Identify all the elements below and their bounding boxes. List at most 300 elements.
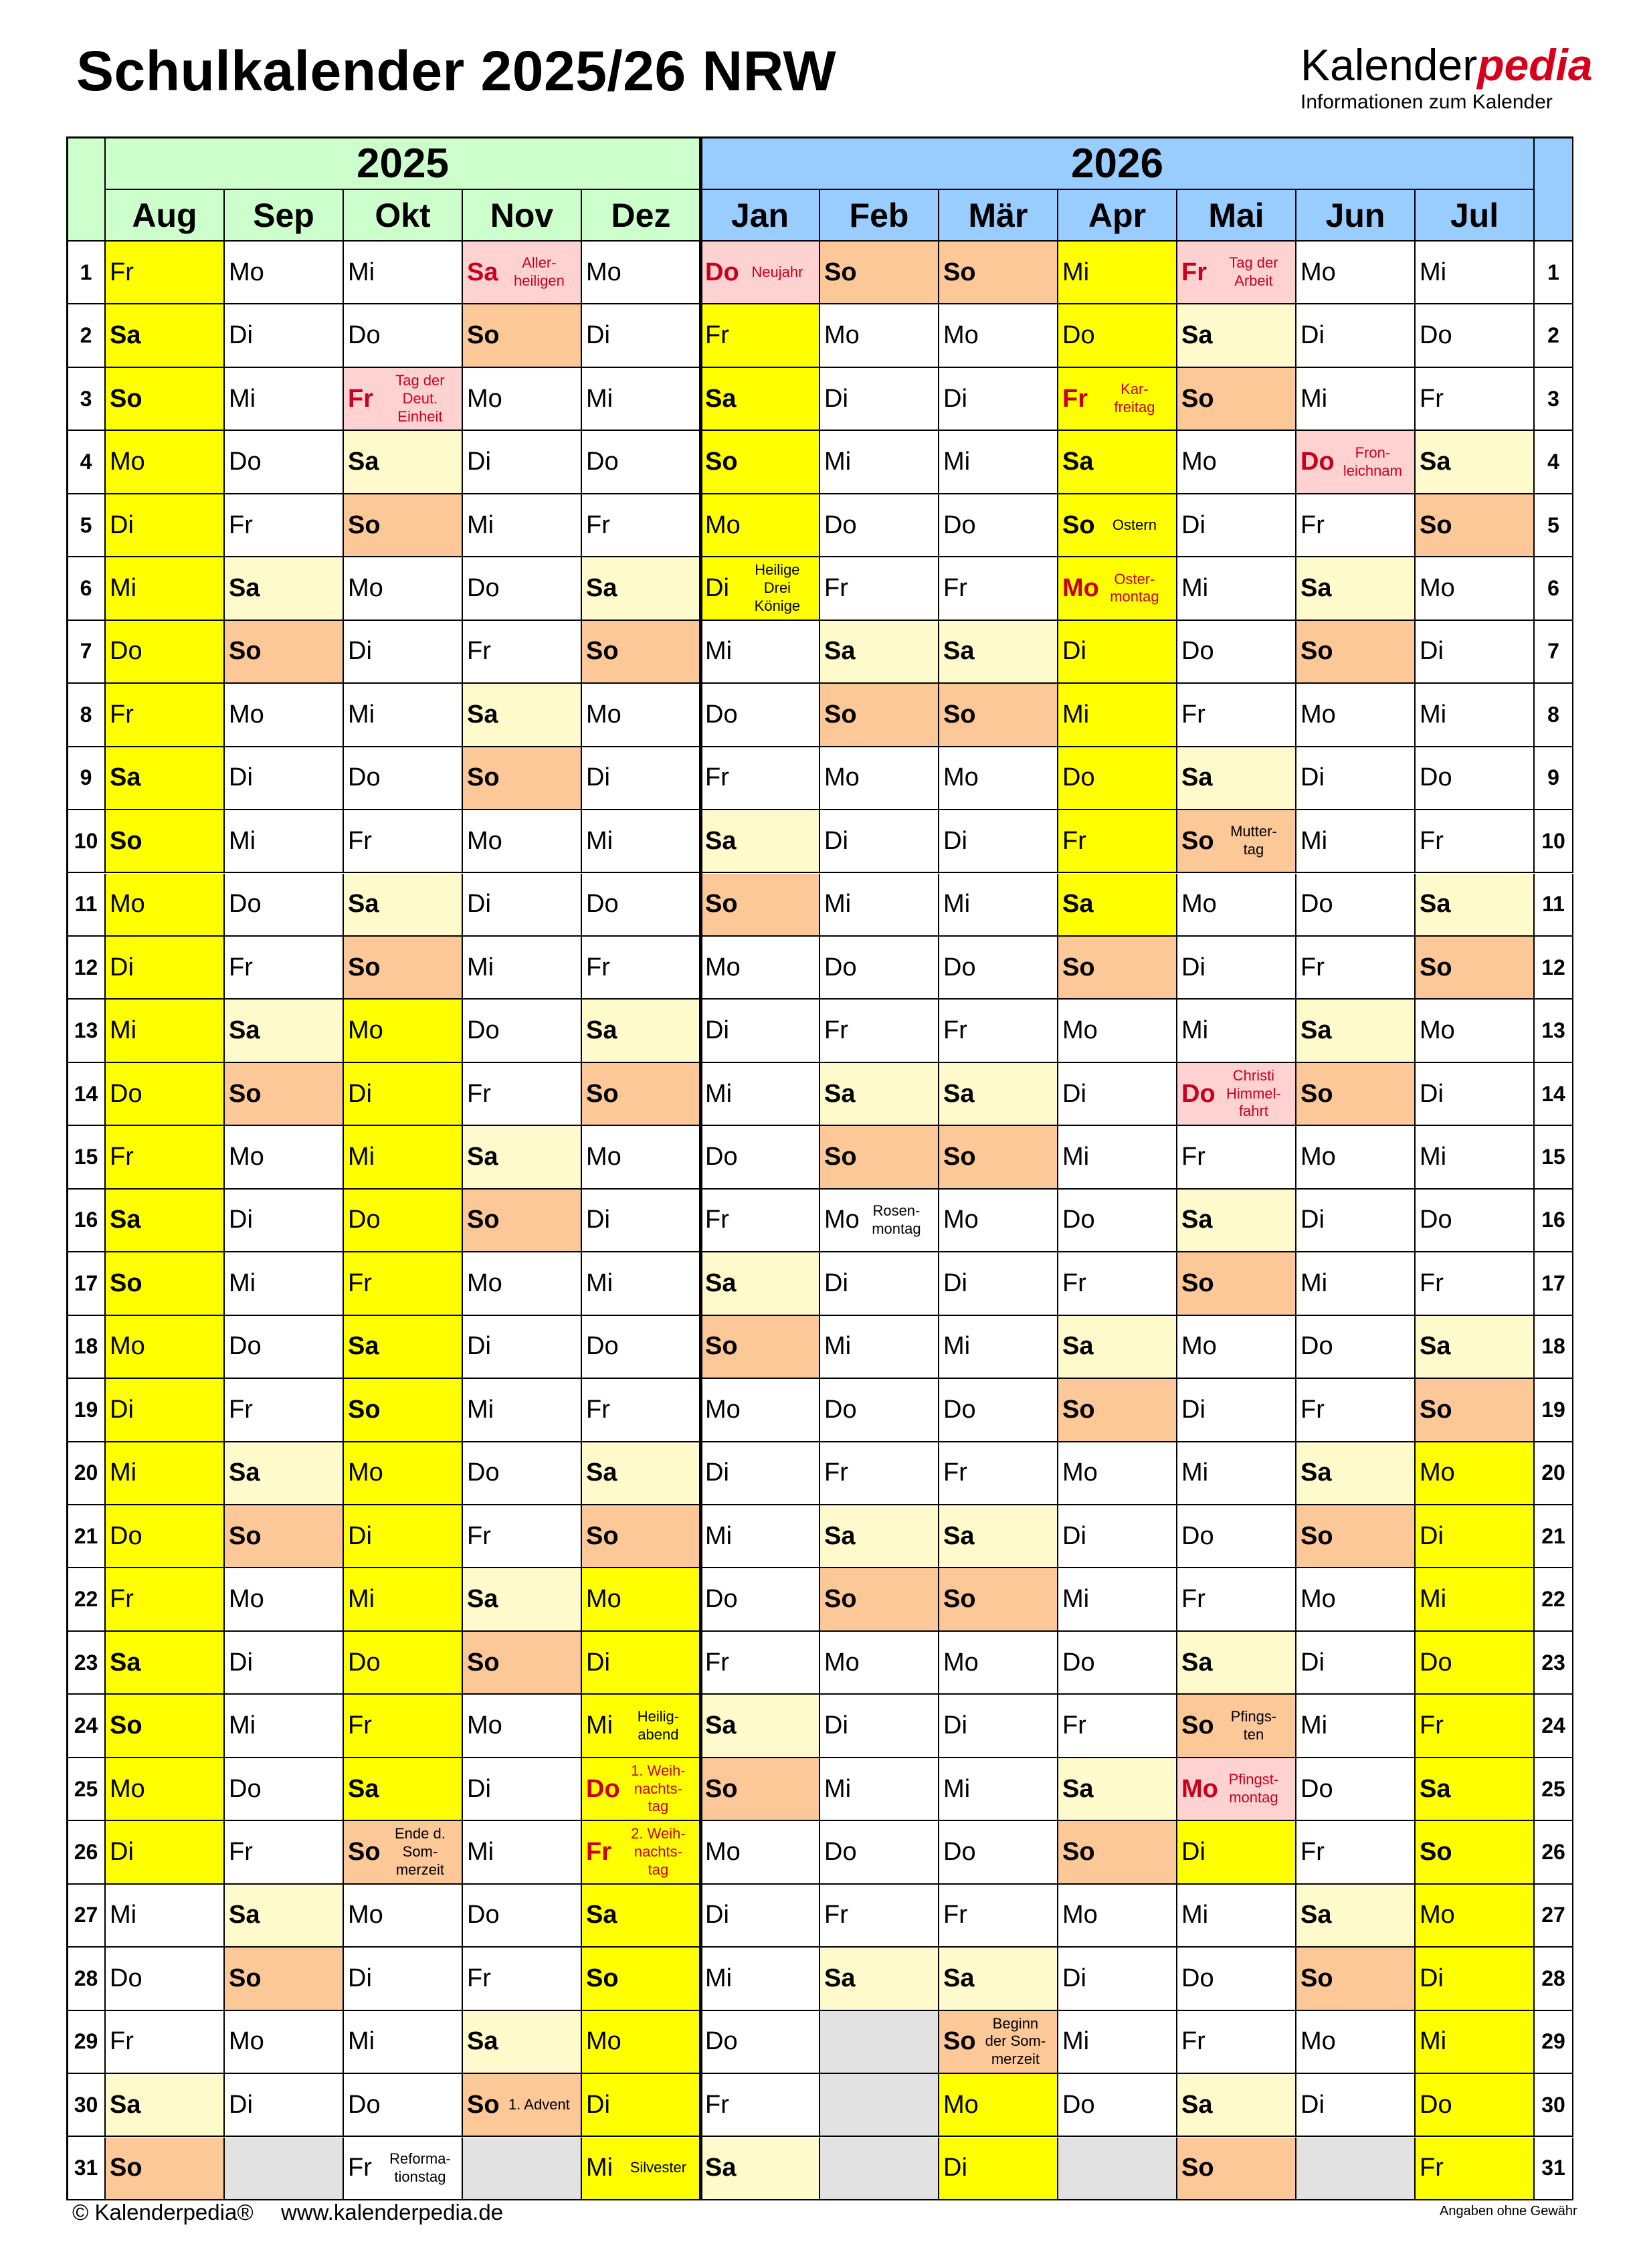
weekday-label: Mo: [1300, 258, 1336, 286]
weekday-label: Di: [467, 890, 491, 919]
day-cell: [1296, 621, 1416, 684]
weekday-label: Do: [705, 2027, 738, 2056]
weekday-label: Mi: [1300, 826, 1328, 855]
weekday-label: Di: [110, 953, 134, 981]
weekday-label: Di: [705, 1458, 729, 1487]
weekday-label: Mi: [1062, 1143, 1090, 1171]
weekday-label: Mi: [348, 700, 375, 729]
day-cell: [106, 1252, 225, 1315]
day-cell: [1177, 1000, 1296, 1062]
day-cell: [225, 874, 344, 937]
weekday-label: Sa: [1420, 890, 1451, 919]
weekday-label: Do: [943, 953, 976, 981]
month-header: Jul: [1416, 190, 1535, 242]
weekday-label: Di: [229, 2090, 253, 2119]
weekday-label: Sa: [229, 1016, 260, 1045]
day-cell: [225, 494, 344, 557]
day-cell: [582, 2138, 701, 2200]
empty-day-cell: [225, 2138, 344, 2200]
weekday-label: Di: [467, 1332, 491, 1361]
day-cell: [1416, 1885, 1535, 1948]
day-cell: [939, 1758, 1058, 1821]
day-cell: [939, 1885, 1058, 1948]
weekday-label: Di: [229, 321, 253, 350]
weekday-label: Mi: [824, 890, 852, 919]
day-cell: [701, 1568, 820, 1631]
day-cell: [344, 1695, 463, 1758]
footer-disclaimer: Angaben ohne Gewähr: [1440, 2204, 1577, 2218]
empty-day-cell: [820, 2011, 939, 2074]
day-cell: [106, 1568, 225, 1631]
weekday-label: Fr: [1420, 826, 1444, 855]
day-cell: [463, 937, 582, 1000]
weekday-label: Sa: [229, 1458, 260, 1487]
weekday-label: Mo: [1062, 1458, 1098, 1487]
day-cell: [1416, 1568, 1535, 1631]
day-cell: [582, 1758, 701, 1821]
day-cell: [463, 1316, 582, 1379]
weekday-label: So: [110, 2154, 142, 2182]
day-cell: [344, 2138, 463, 2200]
weekday-label: Mo: [1420, 1458, 1455, 1487]
weekday-label: Do: [348, 1648, 381, 1677]
weekday-label: So: [705, 1774, 738, 1803]
weekday-label: Fr: [110, 258, 134, 286]
weekday-label: Sa: [1420, 1332, 1451, 1361]
day-cell: [1416, 1695, 1535, 1758]
month-header: Jan: [701, 190, 820, 242]
day-cell: [1296, 1379, 1416, 1442]
weekday-label: Fr: [110, 700, 134, 729]
day-cell: [582, 557, 701, 620]
weekday-label: Do: [229, 1332, 262, 1361]
day-cell: [344, 2011, 463, 2074]
weekday-label: Mi: [1181, 573, 1209, 602]
day-cell: [820, 557, 939, 620]
weekday-label: Do: [824, 953, 857, 981]
weekday-label: Mi: [586, 1268, 613, 1297]
weekday-label: Mi: [824, 448, 852, 476]
day-cell: [1296, 1695, 1416, 1758]
weekday-label: Di: [110, 1837, 134, 1866]
weekday-label: Fr: [1062, 1711, 1086, 1740]
day-number-left: 20: [68, 1442, 106, 1505]
day-cell: [1296, 1758, 1416, 1821]
weekday-label: Di: [1181, 1395, 1205, 1424]
weekday-label: Mo: [229, 1143, 264, 1171]
weekday-label: Do: [705, 258, 739, 286]
day-cell: [701, 1821, 820, 1884]
weekday-label: Mo: [705, 953, 741, 981]
day-cell: [106, 431, 225, 494]
weekday-label: So: [1062, 510, 1095, 539]
weekday-label: So: [586, 1964, 619, 1992]
day-number-left: 9: [68, 747, 106, 810]
day-cell: [582, 810, 701, 873]
day-cell: [1416, 2138, 1535, 2200]
day-cell: [1416, 1316, 1535, 1379]
day-number-left: 6: [68, 557, 106, 620]
weekday-label: Mi: [1181, 1458, 1209, 1487]
weekday-label: Fr: [467, 1521, 491, 1550]
day-number-right: 10: [1535, 810, 1573, 873]
day-cell: [225, 1505, 344, 1568]
day-cell: [1416, 1190, 1535, 1252]
day-cell: [225, 1442, 344, 1505]
day-cell: [582, 1316, 701, 1379]
day-cell: [1177, 1316, 1296, 1379]
weekday-label: Sa: [705, 1268, 737, 1297]
day-cell: [106, 1190, 225, 1252]
day-cell: [1296, 368, 1416, 431]
day-cell: [582, 2074, 701, 2137]
day-cell: [1296, 1316, 1416, 1379]
day-cell: [939, 2074, 1058, 2137]
day-number-left: 14: [68, 1063, 106, 1126]
day-cell: [225, 1758, 344, 1821]
weekday-label: Fr: [943, 1016, 967, 1045]
weekday-label: Mo: [705, 1837, 741, 1866]
day-cell: [1058, 810, 1177, 873]
day-cell: [1177, 747, 1296, 810]
day-cell: [106, 1063, 225, 1126]
weekday-label: Mo: [1300, 1585, 1336, 1614]
weekday-label: Fr: [1181, 1585, 1205, 1614]
weekday-label: Fr: [467, 637, 491, 666]
month-header: Okt: [344, 190, 463, 242]
weekday-label: Do: [348, 763, 381, 792]
day-cell: [1296, 747, 1416, 810]
month-header: Sep: [225, 190, 344, 242]
year-header-2025: 2025: [106, 138, 701, 190]
weekday-label: Mo: [824, 321, 860, 350]
weekday-label: Mo: [705, 1395, 741, 1424]
weekday-label: Sa: [110, 1648, 141, 1677]
day-cell: [939, 1379, 1058, 1442]
day-number-left: 17: [68, 1252, 106, 1315]
day-cell: [106, 2011, 225, 2074]
weekday-label: Fr: [824, 1458, 848, 1487]
day-cell: [701, 1442, 820, 1505]
weekday-label: Do: [229, 448, 262, 476]
weekday-label: So: [943, 1143, 976, 1171]
day-cell: [106, 684, 225, 747]
weekday-label: Fr: [705, 2090, 729, 2119]
day-number-left: 31: [68, 2138, 106, 2200]
day-cell: [225, 368, 344, 431]
weekday-label: Fr: [943, 573, 967, 602]
day-cell: [939, 621, 1058, 684]
day-cell: [1177, 557, 1296, 620]
day-number-right: 8: [1535, 684, 1573, 747]
weekday-label: Mo: [467, 1711, 502, 1740]
weekday-label: Sa: [1181, 1206, 1213, 1234]
weekday-label: Di: [1062, 1964, 1086, 1992]
day-cell: [582, 1885, 701, 1948]
weekday-label: Di: [1420, 1521, 1444, 1550]
day-cell: [701, 1126, 820, 1189]
weekday-label: Di: [586, 321, 610, 350]
day-cell: [1177, 1948, 1296, 2010]
day-cell: [463, 1126, 582, 1189]
day-number-left: 5: [68, 494, 106, 557]
day-number-right: 6: [1535, 557, 1573, 620]
weekday-label: So: [1181, 384, 1214, 413]
weekday-label: Mo: [348, 1016, 383, 1045]
day-cell: [582, 1568, 701, 1631]
day-cell: [582, 1252, 701, 1315]
weekday-label: So: [1181, 2154, 1214, 2182]
day-cell: [225, 684, 344, 747]
weekday-label: Sa: [824, 637, 856, 666]
day-number-right: 12: [1535, 937, 1573, 1000]
month-header: Mär: [939, 190, 1058, 242]
page-title: Schulkalender 2025/26 NRW: [76, 39, 837, 102]
day-number-right: 16: [1535, 1190, 1573, 1252]
day-cell: [1416, 2074, 1535, 2137]
weekday-label: Do: [1062, 1648, 1095, 1677]
weekday-label: Mi: [586, 2154, 613, 2182]
day-number-left: 16: [68, 1190, 106, 1252]
weekday-label: Di: [1300, 321, 1325, 350]
weekday-label: Di: [705, 1016, 729, 1045]
weekday-label: Sa: [1181, 2090, 1213, 2119]
day-cell: [1177, 1632, 1296, 1695]
day-cell: [1416, 1442, 1535, 1505]
weekday-label: Do: [348, 1206, 381, 1234]
weekday-label: Sa: [348, 1774, 379, 1803]
empty-day-cell: [820, 2074, 939, 2137]
weekday-label: Mi: [348, 258, 375, 286]
day-cell: [1296, 1568, 1416, 1631]
weekday-label: Fr: [348, 384, 373, 413]
weekday-label: Sa: [467, 2027, 498, 2056]
day-cell: [939, 368, 1058, 431]
weekday-label: Mo: [824, 1648, 860, 1677]
day-cell: [701, 1948, 820, 2010]
day-cell: [820, 1000, 939, 1062]
day-number-left: 11: [68, 874, 106, 937]
weekday-label: Di: [705, 1901, 729, 1929]
day-number-left: 30: [68, 2074, 106, 2137]
weekday-label: So: [586, 637, 619, 666]
day-cell: [701, 1190, 820, 1252]
day-cell: [939, 1063, 1058, 1126]
day-number-left: 28: [68, 1948, 106, 2010]
weekday-label: Do: [824, 1395, 857, 1424]
weekday-label: So: [348, 1395, 381, 1424]
weekday-label: Mi: [586, 826, 613, 855]
weekday-label: Fr: [348, 826, 372, 855]
weekday-label: Fr: [229, 1837, 253, 1866]
weekday-label: Mi: [586, 1711, 613, 1740]
brand-name-bold: pedia: [1477, 40, 1593, 90]
weekday-label: Fr: [229, 1395, 253, 1424]
day-cell: [1058, 1885, 1177, 1948]
weekday-label: Mi: [348, 1585, 375, 1614]
day-cell: [225, 1885, 344, 1948]
month-header: Nov: [463, 190, 582, 242]
day-number-right: 5: [1535, 494, 1573, 557]
weekday-label: Sa: [1062, 448, 1094, 476]
day-note: Neujahr: [751, 263, 803, 280]
weekday-label: Fr: [824, 1901, 848, 1929]
day-cell: [463, 684, 582, 747]
weekday-label: Do: [586, 890, 619, 919]
day-cell: [344, 1885, 463, 1948]
table-border-left: [66, 136, 68, 2200]
day-cell: [463, 810, 582, 873]
weekday-label: So: [705, 890, 738, 919]
day-number-left: 26: [68, 1821, 106, 1884]
weekday-label: Fr: [1181, 2027, 1205, 2056]
day-cell: [1177, 2011, 1296, 2074]
weekday-label: So: [110, 1268, 142, 1297]
weekday-label: Fr: [348, 1711, 372, 1740]
day-cell: [582, 304, 701, 367]
weekday-label: Mo: [943, 763, 979, 792]
day-cell: [701, 621, 820, 684]
weekday-label: Sa: [1062, 1332, 1094, 1361]
weekday-label: Mo: [1181, 1774, 1218, 1803]
weekday-label: Mo: [348, 1901, 383, 1929]
weekday-label: Sa: [229, 573, 260, 602]
weekday-label: Sa: [1062, 1774, 1094, 1803]
day-cell: [1296, 937, 1416, 1000]
day-note: Oster- montag: [1110, 570, 1159, 605]
weekday-label: Sa: [824, 1964, 856, 1992]
weekday-label: Di: [348, 1079, 372, 1108]
day-cell: [1416, 2011, 1535, 2074]
day-cell: [820, 621, 939, 684]
weekday-label: Sa: [348, 1332, 379, 1361]
weekday-label: Mi: [1420, 1585, 1447, 1614]
day-number-right: 24: [1535, 1695, 1573, 1758]
weekday-label: Fr: [824, 573, 848, 602]
month-header: Dez: [582, 190, 701, 242]
weekday-label: Mo: [229, 700, 264, 729]
weekday-label: Sa: [1300, 1016, 1332, 1045]
weekday-label: Do: [110, 1521, 142, 1550]
day-cell: [1416, 1126, 1535, 1189]
weekday-label: So: [824, 1585, 857, 1614]
day-cell: [1416, 431, 1535, 494]
weekday-label: Sa: [110, 1206, 141, 1234]
weekday-label: Mi: [705, 1079, 733, 1108]
day-cell: [939, 1442, 1058, 1505]
weekday-label: Sa: [943, 1079, 975, 1108]
day-cell: [463, 1442, 582, 1505]
weekday-label: Sa: [705, 826, 737, 855]
day-cell: [1058, 1695, 1177, 1758]
day-cell: [1296, 494, 1416, 557]
day-cell: [1416, 1379, 1535, 1442]
day-number-left: 3: [68, 368, 106, 431]
empty-day-cell: [1296, 2138, 1416, 2200]
weekday-label: Sa: [110, 321, 141, 350]
weekday-label: So: [943, 2027, 976, 2056]
day-cell: [225, 621, 344, 684]
weekday-label: Di: [1420, 1079, 1444, 1108]
day-cell: [1177, 1442, 1296, 1505]
day-cell: [582, 1379, 701, 1442]
day-cell: [344, 1821, 463, 1884]
day-cell: [820, 242, 939, 304]
weekday-label: Mo: [1181, 448, 1217, 476]
weekday-label: Mi: [467, 510, 494, 539]
weekday-label: Do: [586, 448, 619, 476]
weekday-label: Fr: [229, 510, 253, 539]
weekday-label: Do: [1420, 1206, 1452, 1234]
day-cell: [225, 747, 344, 810]
empty-day-cell: [1058, 2138, 1177, 2200]
day-cell: [701, 810, 820, 873]
day-cell: [701, 242, 820, 304]
day-number-right: 13: [1535, 1000, 1573, 1062]
weekday-label: So: [110, 384, 142, 413]
weekday-label: Mo: [586, 700, 621, 729]
weekday-label: Do: [1300, 890, 1333, 919]
weekday-label: So: [705, 448, 738, 476]
day-cell: [582, 431, 701, 494]
day-cell: [106, 621, 225, 684]
weekday-label: So: [229, 1521, 262, 1550]
day-cell: [939, 937, 1058, 1000]
day-cell: [1058, 1505, 1177, 1568]
weekday-label: So: [348, 953, 381, 981]
weekday-label: Do: [1181, 1079, 1216, 1108]
day-cell: [1058, 431, 1177, 494]
day-cell: [106, 368, 225, 431]
weekday-label: Sa: [229, 1901, 260, 1929]
day-cell: [1058, 1190, 1177, 1252]
day-number-right: 19: [1535, 1379, 1573, 1442]
weekday-label: Sa: [1300, 1901, 1332, 1929]
day-cell: [701, 1000, 820, 1062]
day-cell: [1177, 1379, 1296, 1442]
weekday-label: Do: [1300, 448, 1335, 476]
year-separator: [699, 138, 702, 2200]
day-cell: [1058, 1252, 1177, 1315]
day-cell: [1416, 1758, 1535, 1821]
day-cell: [225, 1252, 344, 1315]
weekday-label: Do: [1181, 1521, 1214, 1550]
day-cell: [1177, 1568, 1296, 1631]
weekday-label: Do: [467, 573, 500, 602]
day-number-right: 22: [1535, 1568, 1573, 1631]
day-number-left: 13: [68, 1000, 106, 1062]
day-cell: [939, 242, 1058, 304]
day-cell: [463, 1695, 582, 1758]
weekday-label: So: [1181, 826, 1214, 855]
weekday-label: Di: [348, 1964, 372, 1992]
day-cell: [1296, 1505, 1416, 1568]
weekday-label: Sa: [467, 700, 498, 729]
day-cell: [1177, 368, 1296, 431]
weekday-label: Di: [586, 2090, 610, 2119]
weekday-label: So: [348, 1837, 381, 1866]
weekday-label: Mo: [467, 384, 502, 413]
day-cell: [1296, 1442, 1416, 1505]
day-cell: [344, 747, 463, 810]
weekday-label: Do: [348, 2090, 381, 2119]
corner-left: [68, 138, 106, 242]
weekday-label: Fr: [1420, 1711, 1444, 1740]
weekday-label: Mi: [824, 1774, 852, 1803]
day-cell: [225, 304, 344, 367]
day-cell: [1296, 1000, 1416, 1062]
day-cell: [1058, 2074, 1177, 2137]
